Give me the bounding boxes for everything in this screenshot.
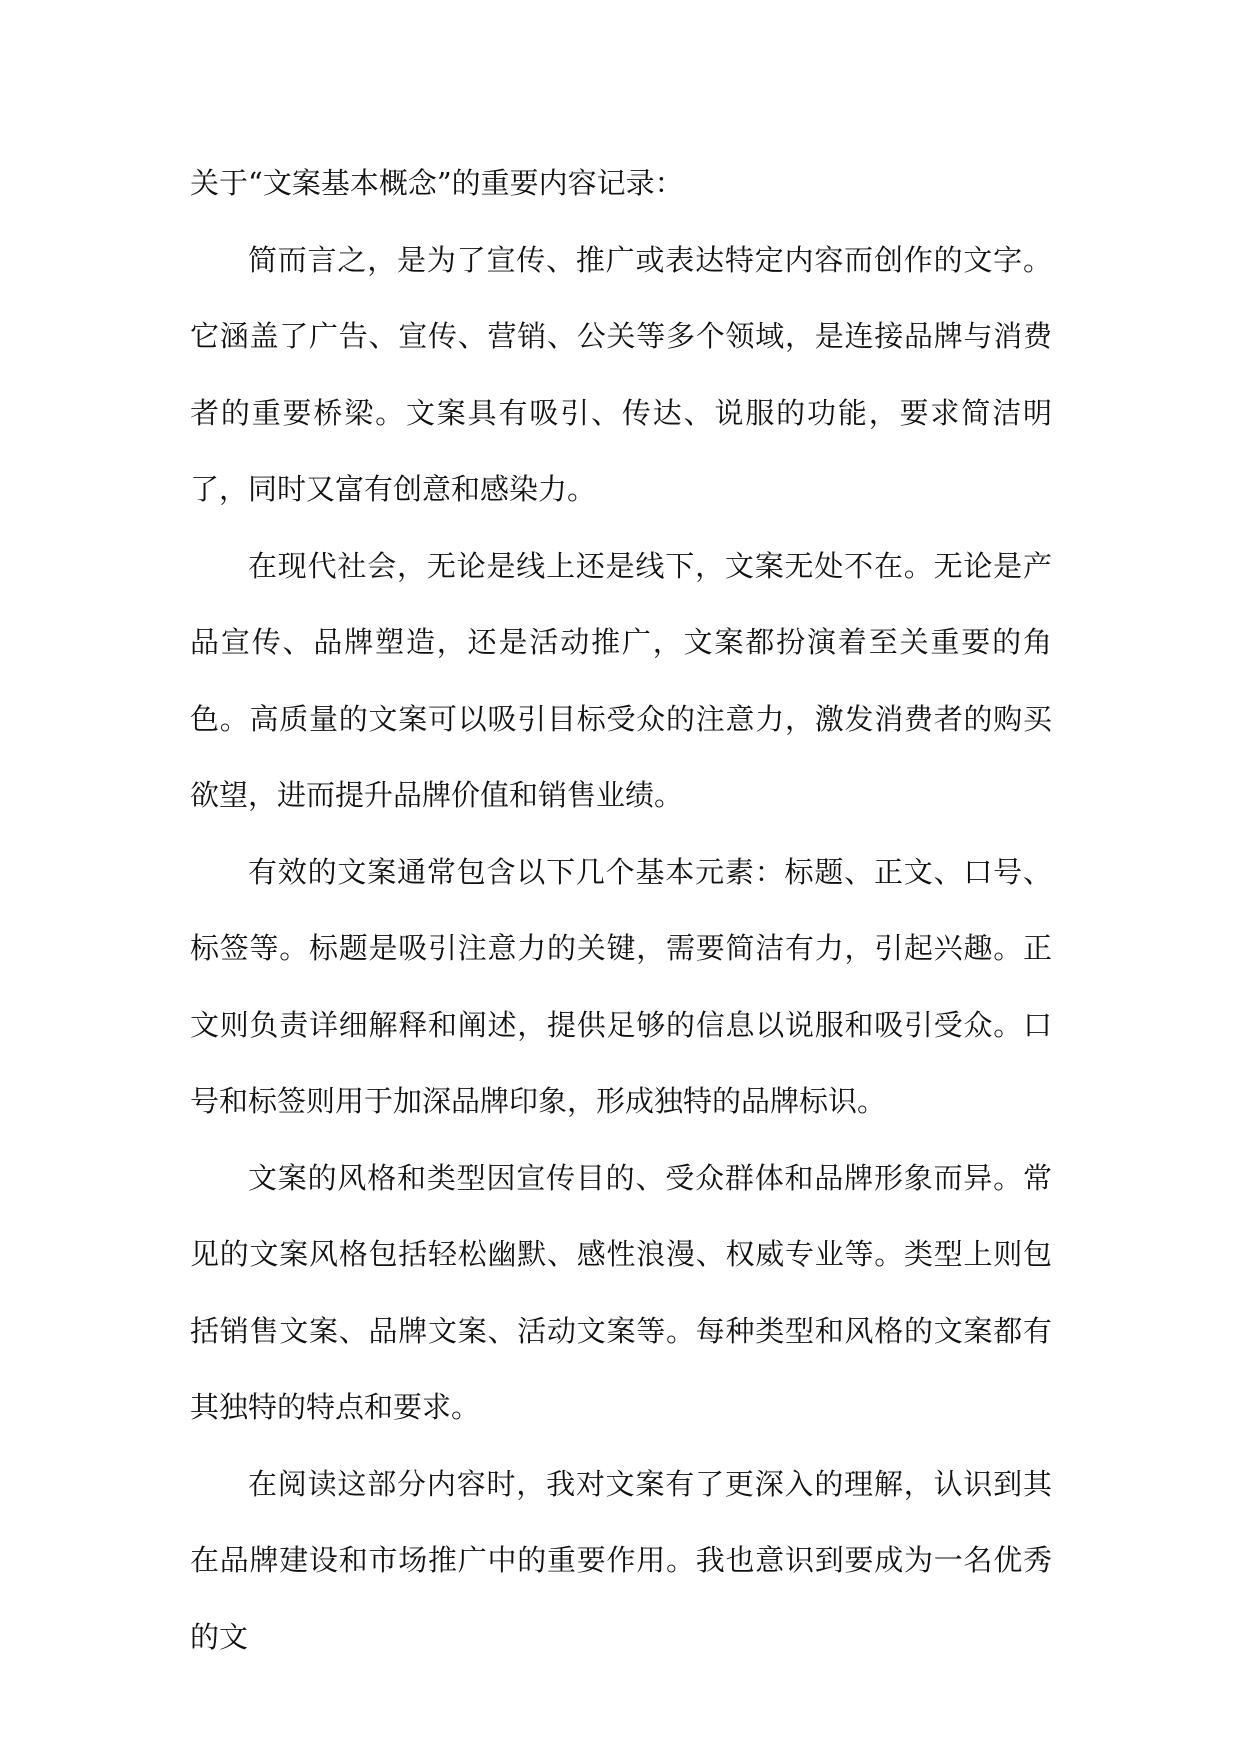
- paragraph-modern-society: 在现代社会，无论是线上还是线下，文案无处不在。无论是产品宣传、品牌塑造，还是活动推广，文案都扮演着至关重要的角色。高质量的文案可以吸引目标受众的注意力，激发消费者的购买欲望，进而提升品牌价值和销售业绩。: [190, 548, 1052, 812]
- document-heading: 关于“文案基本概念”的重要内容记录：: [190, 166, 684, 200]
- paragraph-basic-elements: 有效的文案通常包含以下几个基本元素：标题、正文、口号、标签等。标题是吸引注意力的关键，需要简洁有力，引起兴趣。正文则负责详细解释和阐述，提供足够的信息以说服和吸引受众。口号和标签则用于加深品牌印象，形成独特的品牌标识。: [190, 854, 1052, 1118]
- document-body: [190, 145, 1052, 1675]
- paragraph-reflection: 在阅读这部分内容时，我对文案有了更深入的理解，认识到其在品牌建设和市场推广中的重要作用。我也意识到要成为一名优秀的文: [190, 1466, 1052, 1654]
- paragraph-definition: 简而言之，是为了宣传、推广或表达特定内容而创作的文字。它涵盖了广告、宣传、营销、公关等多个领域，是连接品牌与消费者的重要桥梁。文案具有吸引、传达、说服的功能，要求简洁明了，同时又富有创意和感染力。: [190, 242, 1052, 506]
- paragraph-styles-types: 文案的风格和类型因宣传目的、受众群体和品牌形象而异。常见的文案风格包括轻松幽默、感性浪漫、权威专业等。类型上则包括销售文案、品牌文案、活动文案等。每种类型和风格的文案都有其独特的特点和要求。: [190, 1160, 1052, 1424]
